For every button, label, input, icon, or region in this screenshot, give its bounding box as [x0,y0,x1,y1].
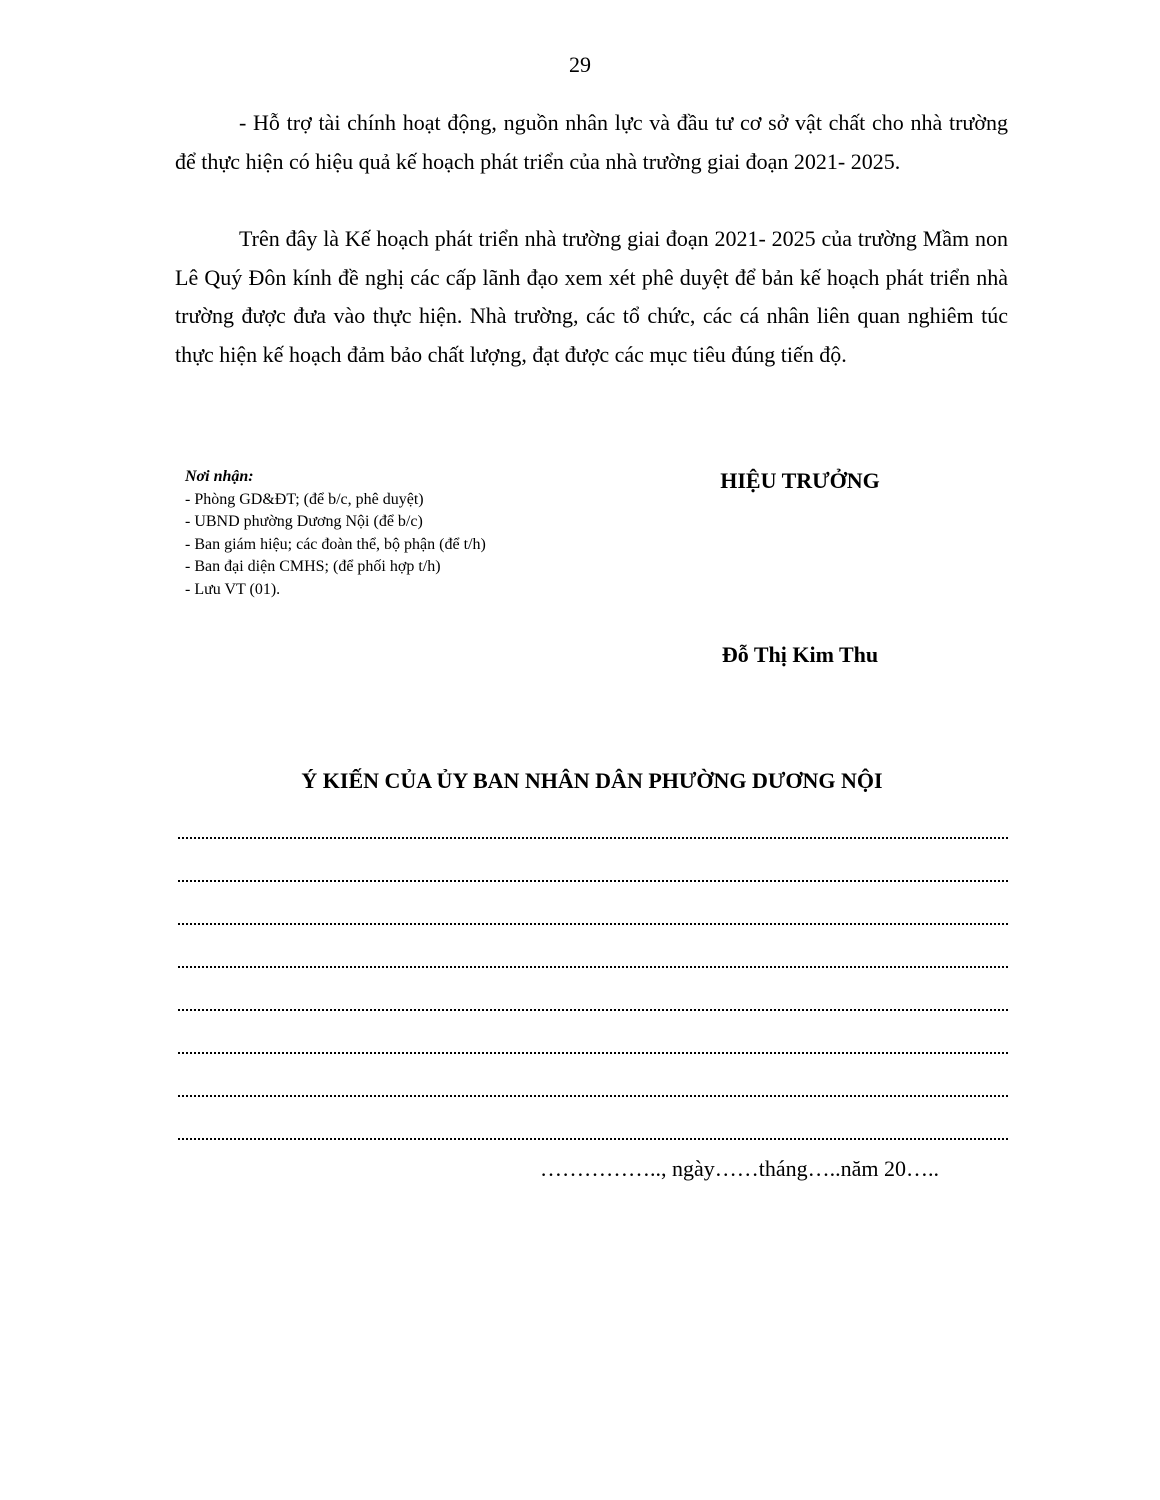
dotted-fill-line [178,894,1008,937]
recipient-item: - UBND phường Dương Nội (để b/c) [185,513,423,531]
recipient-item: - Ban đại diện CMHS; (để phối hợp t/h) [185,558,441,576]
dotted-fill-line [178,1109,1008,1152]
signer-title: HIỆU TRƯỞNG [720,468,880,493]
recipient-item: - Lưu VT (01). [185,580,281,598]
recipients-heading: Nơi nhận: [185,468,254,485]
dotted-fill-line [178,808,1008,851]
dotted-fill-line [178,937,1008,980]
opinion-heading: Ý KIẾN CỦA ỦY BAN NHÂN DÂN PHƯỜNG DƯƠNG NỘI [301,768,883,793]
recipient-item: - Ban giám hiệu; các đoàn thể, bộ phận (để t/h) [185,535,486,553]
signer-name: Đỗ Thị Kim Thu [721,642,879,667]
dotted-fill-line [178,851,1008,894]
recipients-block [185,466,605,602]
dotted-fill-line [178,980,1008,1023]
page-number: 29 [569,52,591,77]
recipient-item: - Phòng GD&ĐT; (để b/c, phê duyệt) [185,490,424,508]
date-line: …………….., ngày……tháng…..năm 20….. [540,1156,940,1181]
dotted-fill-line [178,1023,1008,1066]
paragraph-support-text: - Hỗ trợ tài chính hoạt động, nguồn nhân lực và đầu tư cơ sở vật chất cho nhà trường để thực hiện có hiệu quả kế hoạch phát triển của nhà trường giai đoạn 2021- 2025. [175,110,1008,174]
dotted-fill-line [178,1066,1008,1109]
opinion-fill-area [178,808,1008,1152]
paragraph-support [175,104,1008,181]
paragraph-conclusion-text: Trên đây là Kế hoạch phát triển nhà trường giai đoạn 2021- 2025 của trường Mầm non Lê Quý Đôn kính đề nghị các cấp lãnh đạo xem xét phê duyệt để bản kế hoạch phát triển nhà trường được đưa vào thực hiện. Nhà trường, các tổ chức, các cá nhân liên quan nghiêm túc thực hiện kế hoạch đảm bảo chất lượng, đạt được các mục tiêu đúng tiến độ. [175,226,1008,367]
paragraph-conclusion [175,220,1008,374]
